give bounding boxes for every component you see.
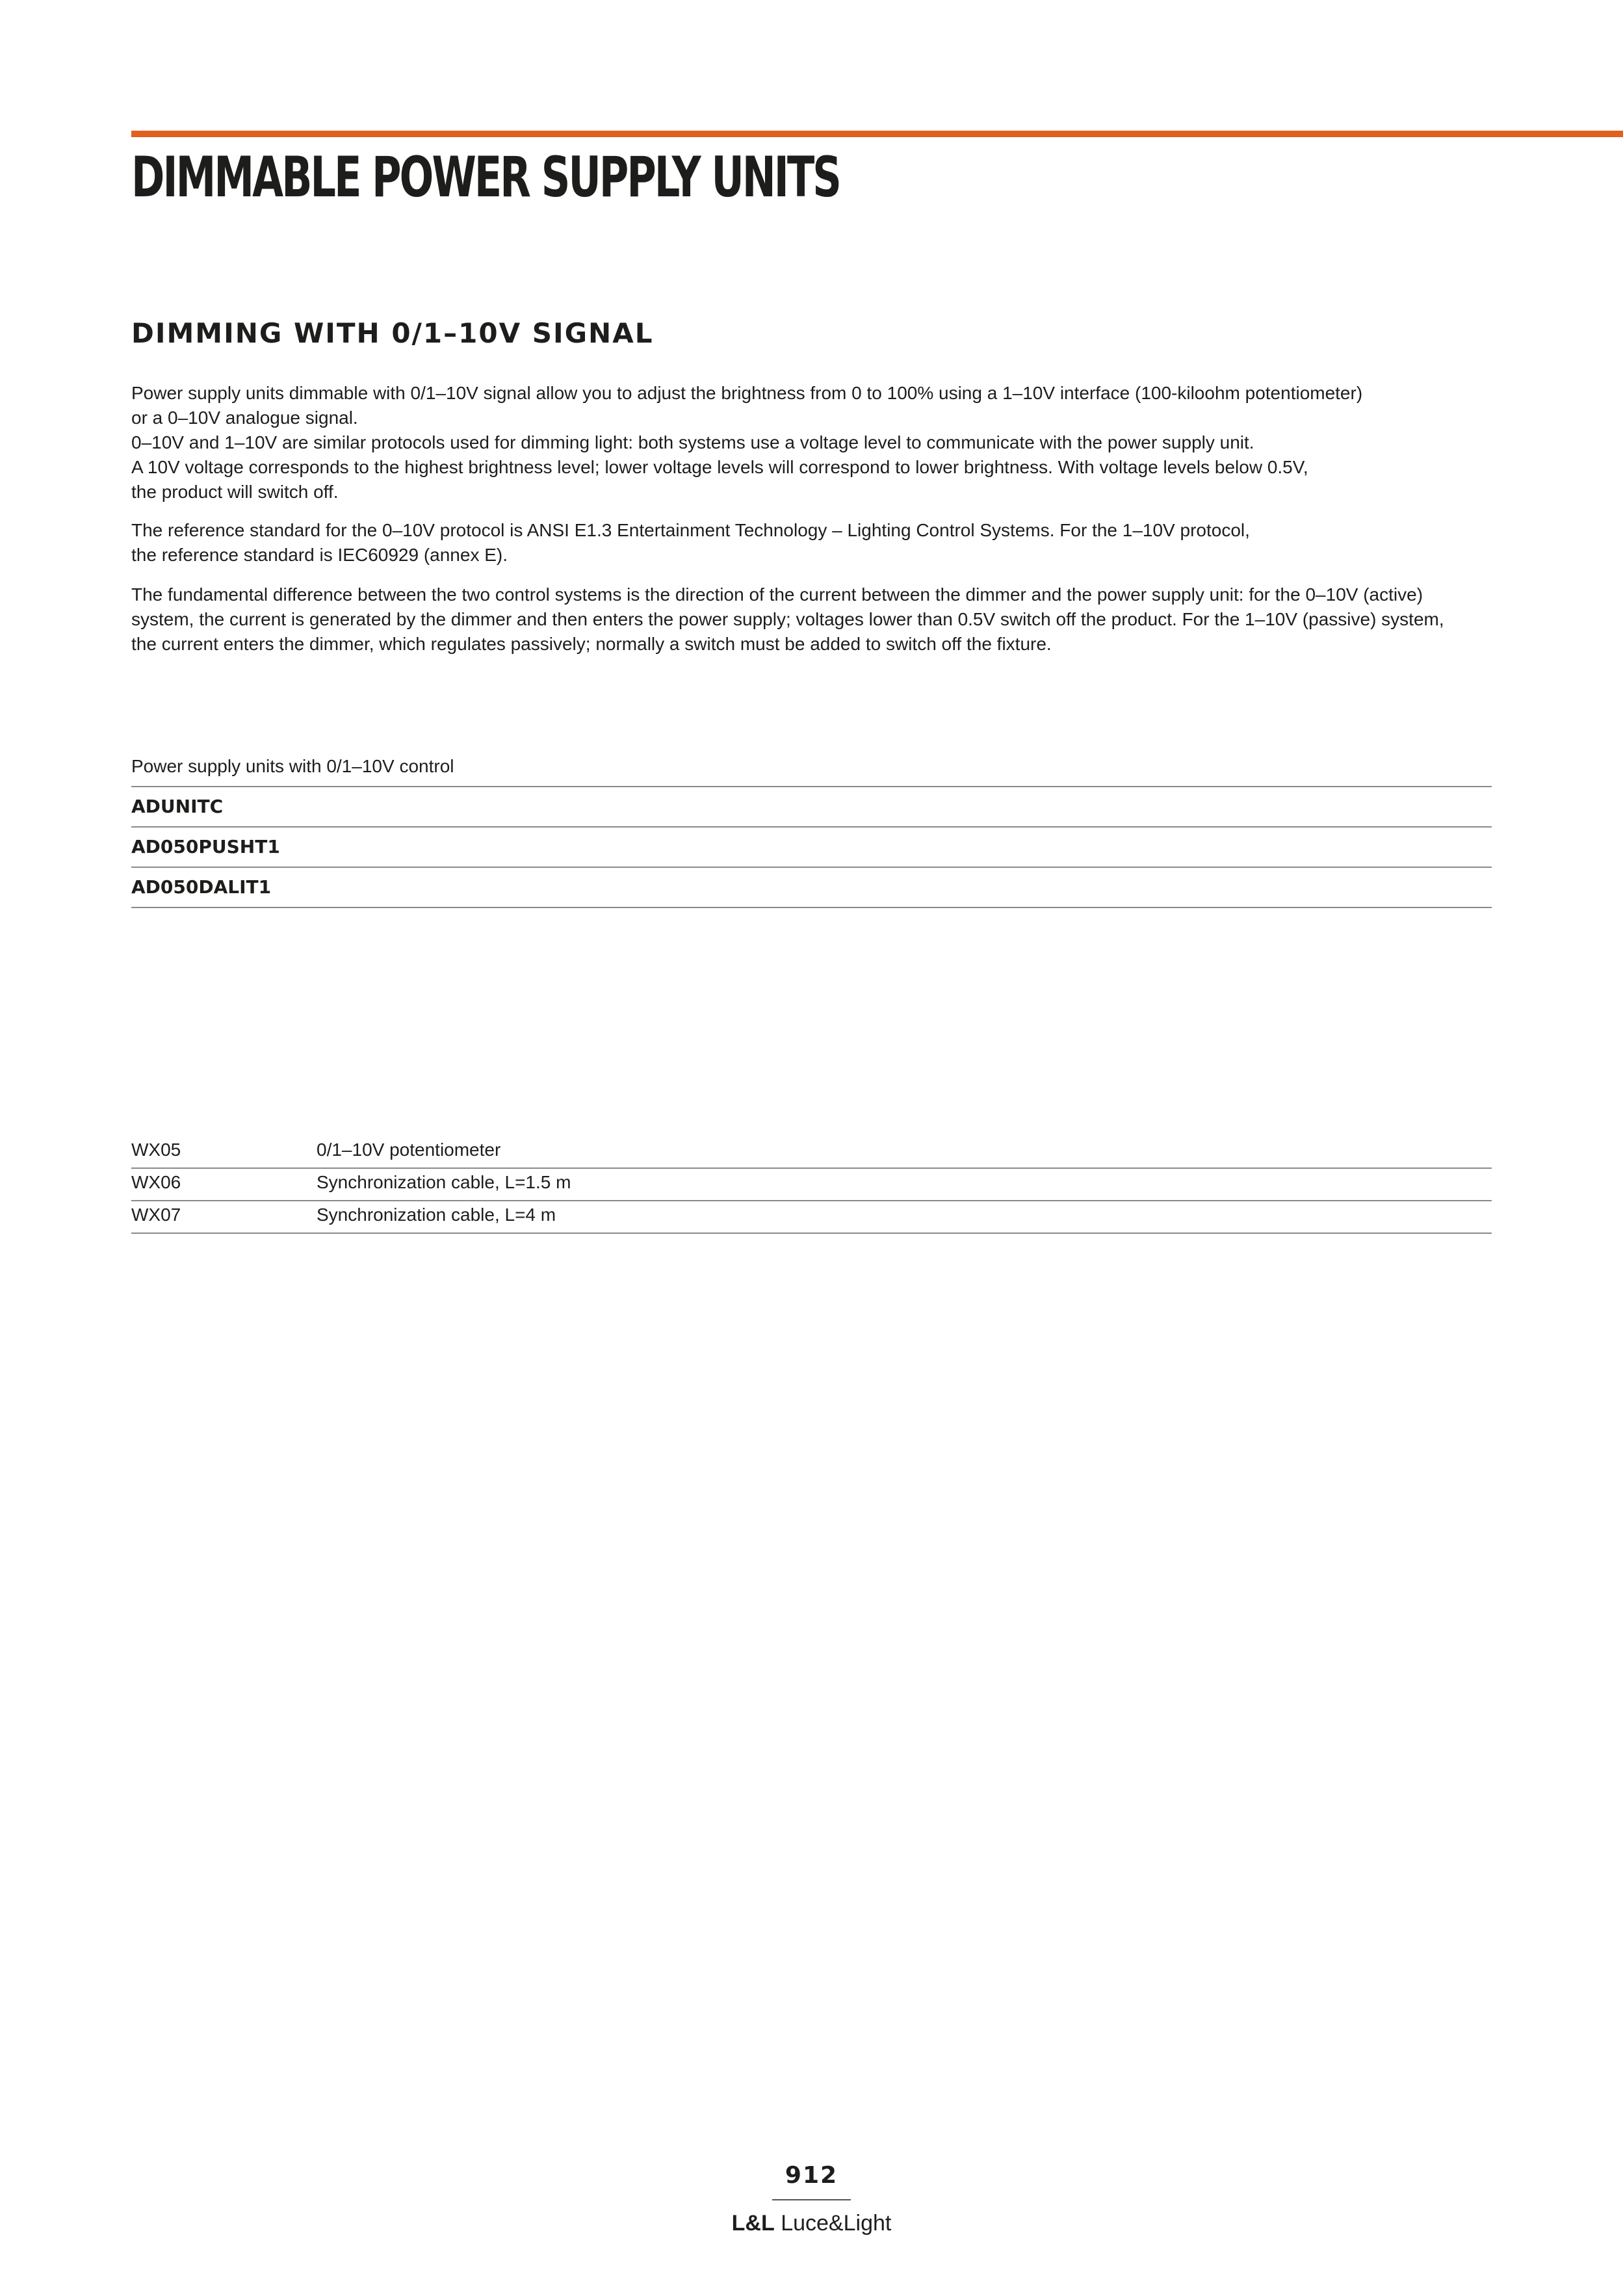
accessory-code: WX05: [131, 1140, 181, 1160]
footer-brand: [0, 2207, 1623, 2239]
product-code: AD050PUSHT1: [131, 828, 1492, 868]
brand-mark: L&L: [731, 2211, 775, 2236]
paragraph-intro: [131, 381, 1509, 504]
accessories-table: [131, 1136, 1492, 1234]
paragraph-line: the reference standard is IEC60929 (annex E).: [131, 545, 508, 565]
accessory-description: 0/1–10V potentiometer: [317, 1140, 501, 1160]
paragraph-line: The reference standard for the 0–10V protocol is ANSI E1.3 Entertainment Technology – Lighting Control Systems. For the 1–10V protocol,: [131, 520, 1250, 540]
product-code: ADUNITC: [131, 787, 1492, 828]
accessory-code: WX07: [131, 1205, 181, 1225]
paragraph-line: or a 0–10V analogue signal.: [131, 408, 358, 428]
brand-name: Luce&Light: [781, 2211, 892, 2236]
paragraph-line: 0–10V and 1–10V are similar protocols used for dimming light: both systems use a voltage level to communicate with the power supply unit.: [131, 432, 1254, 452]
accent-bar: [131, 131, 1623, 137]
product-code: AD050DALIT1: [131, 868, 1492, 908]
accessory-row: [131, 1201, 1492, 1234]
paragraph-line: The fundamental difference between the two control systems is the direction of the current between the dimmer and the power supply unit: for the 0–10V (active): [131, 584, 1423, 605]
page-number-divider: [772, 2199, 851, 2200]
paragraph-line: A 10V voltage corresponds to the highest brightness level; lower voltage levels will correspond to lower brightness. With voltage levels below 0.5V,: [131, 457, 1308, 477]
paragraph-standards: [131, 518, 1509, 567]
product-table-caption: Power supply units with 0/1–10V control: [131, 753, 1492, 787]
accessory-code: WX06: [131, 1172, 181, 1192]
accessory-row: [131, 1169, 1492, 1201]
section-heading: DIMMING WITH 0/1–10V SIGNAL: [131, 317, 654, 349]
page-number: 912: [785, 2162, 838, 2189]
paragraph-line: the current enters the dimmer, which regulates passively; normally a switch must be added to switch off the fixture.: [131, 634, 1052, 654]
page-title: DIMMABLE POWER SUPPLY UNITS: [131, 145, 840, 210]
accessory-description: Synchronization cable, L=1.5 m: [317, 1172, 571, 1192]
accessory-row: [131, 1136, 1492, 1169]
product-table: [131, 753, 1492, 908]
paragraph-line: the product will switch off.: [131, 482, 339, 502]
accessory-description: Synchronization cable, L=4 m: [317, 1205, 556, 1225]
paragraph-difference: [131, 582, 1509, 657]
paragraph-line: system, the current is generated by the dimmer and then enters the power supply; voltages lower than 0.5V switch off the product. For the 1–10V (passive) system,: [131, 609, 1444, 629]
paragraph-line: Power supply units dimmable with 0/1–10V signal allow you to adjust the brightness from 0 to 100% using a 1–10V interface (100-kiloohm potentiometer): [131, 383, 1363, 403]
